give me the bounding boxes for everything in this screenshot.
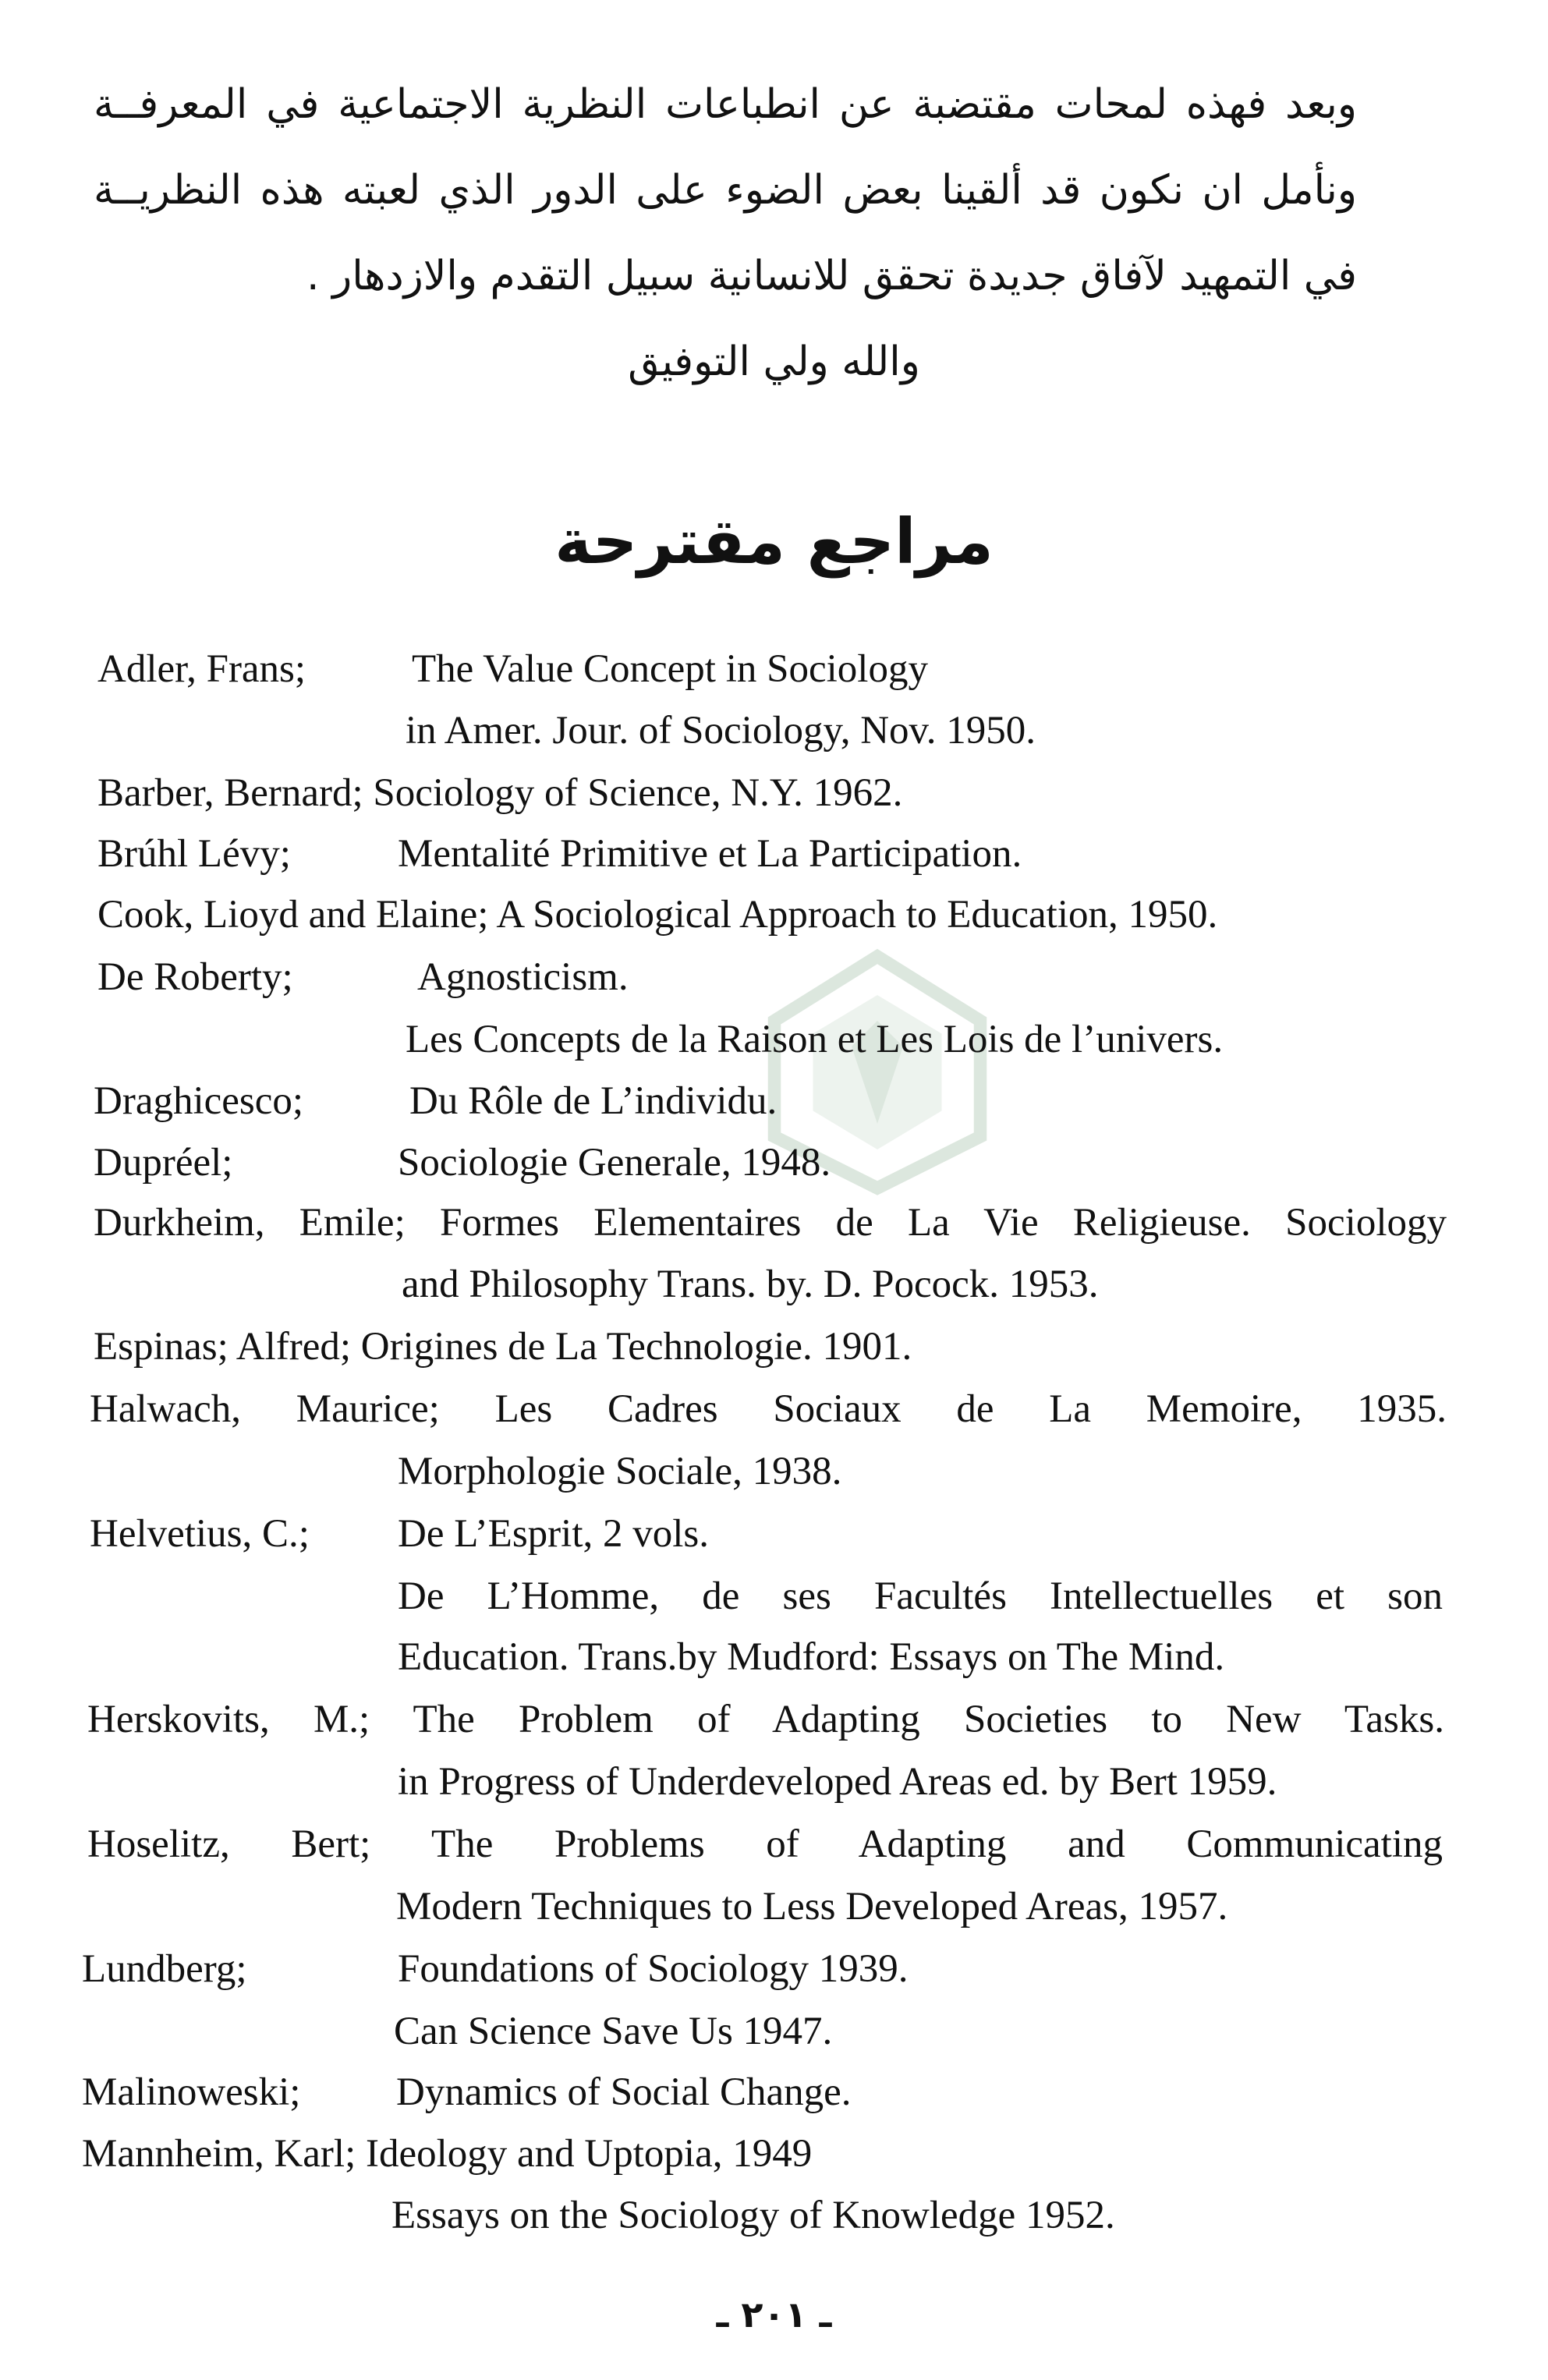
- ref-title-malinoweski: Dynamics of Social Change.: [396, 2070, 852, 2114]
- arabic-paragraph-line-2: ونأمل ان نكون قد ألقينا بعض الضوء على الدور الذي لعبته هذه النظريــة: [94, 167, 1357, 214]
- arabic-paragraph-line-1: وبعد فهذه لمحات مقتضبة عن انطباعات النظرية الاجتماعية في المعرفــة: [94, 81, 1357, 128]
- ref-mannheim: Mannheim, Karl; Ideology and Uptopia, 1949: [82, 2132, 813, 2176]
- ref-author-dupreel: Dupréel;: [94, 1141, 233, 1185]
- ref-title-bruhl: Mentalité Primitive et La Participation.: [398, 832, 1022, 876]
- ref-title-dupreel: Sociologie Generale, 1948.: [398, 1141, 831, 1185]
- ref-title-adler: The Value Concept in Sociology: [412, 647, 928, 691]
- ref-continuation-herskovits: in Progress of Underdeveloped Areas ed. by Bert 1959.: [398, 1760, 1277, 1804]
- ref-hoselitz: Hoselitz, Bert; The Problems of Adapting and Communicating: [87, 1822, 1443, 1866]
- ref-author-adler: Adler, Frans;: [97, 647, 306, 691]
- page-number: ـ ٢٠١ ـ: [716, 2293, 832, 2336]
- ref-title-draghicesco: Du Rôle de L’individu.: [409, 1079, 778, 1123]
- ref-continuation-halwach: Morphologie Sociale, 1938.: [398, 1450, 842, 1493]
- ref-title-helvetius: De L’Esprit, 2 vols.: [398, 1512, 710, 1556]
- ref-continuation-de-roberty: Les Concepts de la Raison et Les Lois de l’univers.: [406, 1018, 1224, 1061]
- ref-author-draghicesco: Draghicesco;: [94, 1079, 304, 1123]
- section-title: مراجع مقترحة: [554, 505, 994, 578]
- ref-continuation-helvetius-2: Education. Trans.by Mudford: Essays on The Mind.: [398, 1635, 1225, 1679]
- ref-author-lundberg: Lundberg;: [82, 1947, 247, 1991]
- ref-title-de-roberty: Agnosticism.: [417, 955, 629, 999]
- ref-continuation-lundberg: Can Science Save Us 1947.: [394, 2010, 833, 2053]
- ref-author-bruhl: Brúhl Lévy;: [97, 832, 291, 876]
- ref-continuation-helvetius-1: De L’Homme, de ses Facultés Intellectuelles et son: [398, 1574, 1443, 1618]
- ref-continuation-adler: in Amer. Jour. of Sociology, Nov. 1950.: [406, 709, 1036, 753]
- ref-author-de-roberty: De Roberty;: [97, 955, 293, 999]
- ref-halwach: Halwach, Maurice; Les Cadres Sociaux de La Memoire, 1935.: [90, 1387, 1447, 1431]
- ref-continuation-mannheim: Essays on the Sociology of Knowledge 1952.: [391, 2194, 1115, 2237]
- ref-author-malinoweski: Malinoweski;: [82, 2070, 301, 2114]
- ref-continuation-hoselitz: Modern Techniques to Less Developed Areas, 1957.: [396, 1885, 1228, 1928]
- ref-title-lundberg: Foundations of Sociology 1939.: [398, 1947, 909, 1991]
- ref-continuation-durkheim: and Philosophy Trans. by. D. Pocock. 1953.: [402, 1263, 1099, 1306]
- ref-cook: Cook, Lioyd and Elaine; A Sociological Approach to Education, 1950.: [97, 893, 1218, 937]
- arabic-closing-line: والله ولي التوفيق: [628, 338, 920, 385]
- arabic-paragraph-line-3: في التمهيد لآفاق جديدة تحقق للانسانية سبيل التقدم والازدهار .: [306, 253, 1357, 299]
- ref-author-helvetius: Helvetius, C.;: [90, 1512, 310, 1556]
- ref-barber: Barber, Bernard; Sociology of Science, N.Y. 1962.: [97, 771, 903, 815]
- ref-herskovits: Herskovits, M.; The Problem of Adapting Societies to New Tasks.: [87, 1698, 1444, 1741]
- ref-espinas: Espinas; Alfred; Origines de La Technologie. 1901.: [94, 1325, 912, 1369]
- ref-durkheim: Durkheim, Emile; Formes Elementaires de La Vie Religieuse. Sociology: [94, 1201, 1447, 1245]
